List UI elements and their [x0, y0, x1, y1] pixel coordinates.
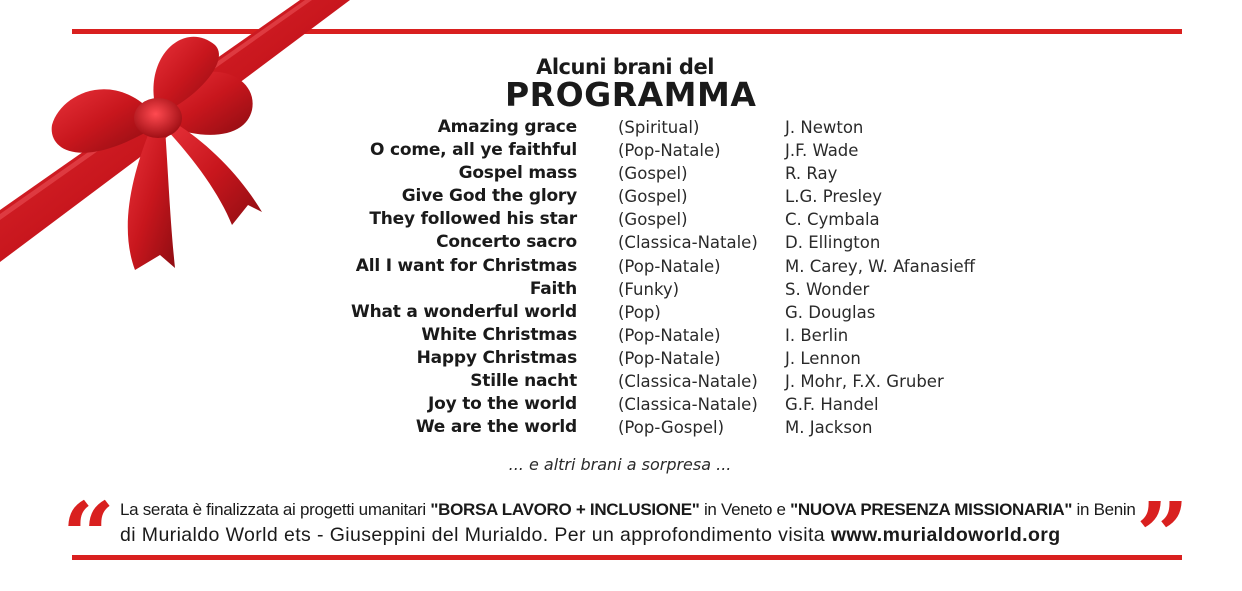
bottom-red-rule: [72, 555, 1182, 560]
song-list: [300, 116, 1060, 439]
program-heading: [505, 54, 757, 114]
close-quote-icon: ”: [1136, 482, 1189, 590]
song-genre: (Pop-Gospel): [618, 418, 725, 438]
song-author: G.F. Handel: [785, 395, 879, 415]
song-row: [300, 116, 1060, 139]
footer-note: [120, 498, 1136, 548]
song-genre: (Pop-Natale): [618, 348, 721, 368]
song-title: Concerto sacro: [436, 232, 577, 253]
song-title: We are the world: [415, 417, 577, 438]
song-title: Stille nacht: [470, 371, 577, 392]
song-genre: (Classica-Natale): [618, 372, 758, 392]
song-row: [300, 139, 1060, 162]
footer-line-2: [120, 522, 1130, 548]
footer-text: in Benin: [1072, 500, 1136, 519]
song-genre: (Spiritual): [618, 118, 700, 137]
song-genre: (Pop-Natale): [618, 325, 721, 345]
song-author: L.G. Presley: [785, 187, 883, 207]
song-title: White Christmas: [421, 324, 577, 345]
song-author: J.F. Wade: [785, 141, 859, 161]
song-row: [300, 208, 1060, 231]
song-row: [300, 162, 1060, 185]
song-title: O come, all ye faithful: [370, 140, 577, 161]
song-title: Gospel mass: [458, 163, 577, 184]
extra-songs-note: ... e altri brani a sorpresa ...: [508, 455, 732, 474]
song-author: I. Berlin: [785, 325, 849, 345]
song-row: [300, 393, 1060, 416]
song-author: C. Cymbala: [785, 210, 880, 230]
song-title: Faith: [529, 278, 577, 299]
project-name-2: "NUOVA PRESENZA MISSIONARIA": [790, 500, 1073, 519]
heading-title: PROGRAMMA: [505, 75, 757, 114]
song-author: J. Newton: [785, 118, 864, 137]
footer-line-1: [120, 498, 1136, 522]
song-title: Happy Christmas: [416, 347, 577, 368]
song-row: [300, 231, 1060, 254]
open-quote-icon: “: [62, 482, 115, 590]
song-title: Give God the glory: [401, 186, 577, 207]
song-title: Amazing grace: [437, 117, 577, 137]
song-author: D. Ellington: [785, 233, 881, 253]
song-title: They followed his star: [369, 209, 577, 230]
song-title: All I want for Christmas: [355, 255, 577, 276]
song-genre: (Pop-Natale): [618, 256, 721, 276]
song-genre: (Gospel): [618, 210, 688, 230]
song-title: Joy to the world: [428, 394, 577, 415]
song-row: [300, 301, 1060, 324]
song-row: [300, 416, 1060, 439]
song-author: S. Wonder: [785, 279, 870, 299]
song-genre: (Funky): [618, 279, 680, 299]
project-name-1: "BORSA LAVORO + INCLUSIONE": [430, 500, 700, 519]
song-row: [300, 347, 1060, 370]
song-author: R. Ray: [785, 164, 838, 184]
song-row: [300, 278, 1060, 301]
song-genre: (Pop-Natale): [618, 141, 721, 161]
song-title: What a wonderful world: [351, 301, 577, 322]
song-genre: (Classica-Natale): [618, 233, 758, 253]
song-author: M. Jackson: [785, 418, 873, 438]
website-link[interactable]: www.murialdoworld.org: [830, 524, 1061, 546]
song-row: [300, 185, 1060, 208]
song-row: [300, 255, 1060, 278]
footer-text: La serata è finalizzata ai progetti umanitari: [120, 500, 431, 519]
song-author: M. Carey, W. Afanasieff: [785, 256, 975, 276]
song-author: G. Douglas: [785, 302, 876, 322]
footer-text: di Murialdo World ets - Giuseppini del Murialdo. Per un approfondimento visita: [120, 524, 831, 546]
song-genre: (Pop): [618, 302, 661, 322]
song-row: [300, 370, 1060, 393]
song-author: J. Lennon: [785, 348, 861, 368]
song-genre: (Classica-Natale): [618, 395, 758, 415]
heading-subtitle: Alcuni brani del: [536, 55, 714, 79]
footer-text: in Veneto e: [699, 500, 791, 519]
song-genre: (Gospel): [618, 164, 688, 184]
song-genre: (Gospel): [618, 187, 688, 207]
song-row: [300, 324, 1060, 347]
song-author: J. Mohr, F.X. Gruber: [785, 372, 944, 392]
